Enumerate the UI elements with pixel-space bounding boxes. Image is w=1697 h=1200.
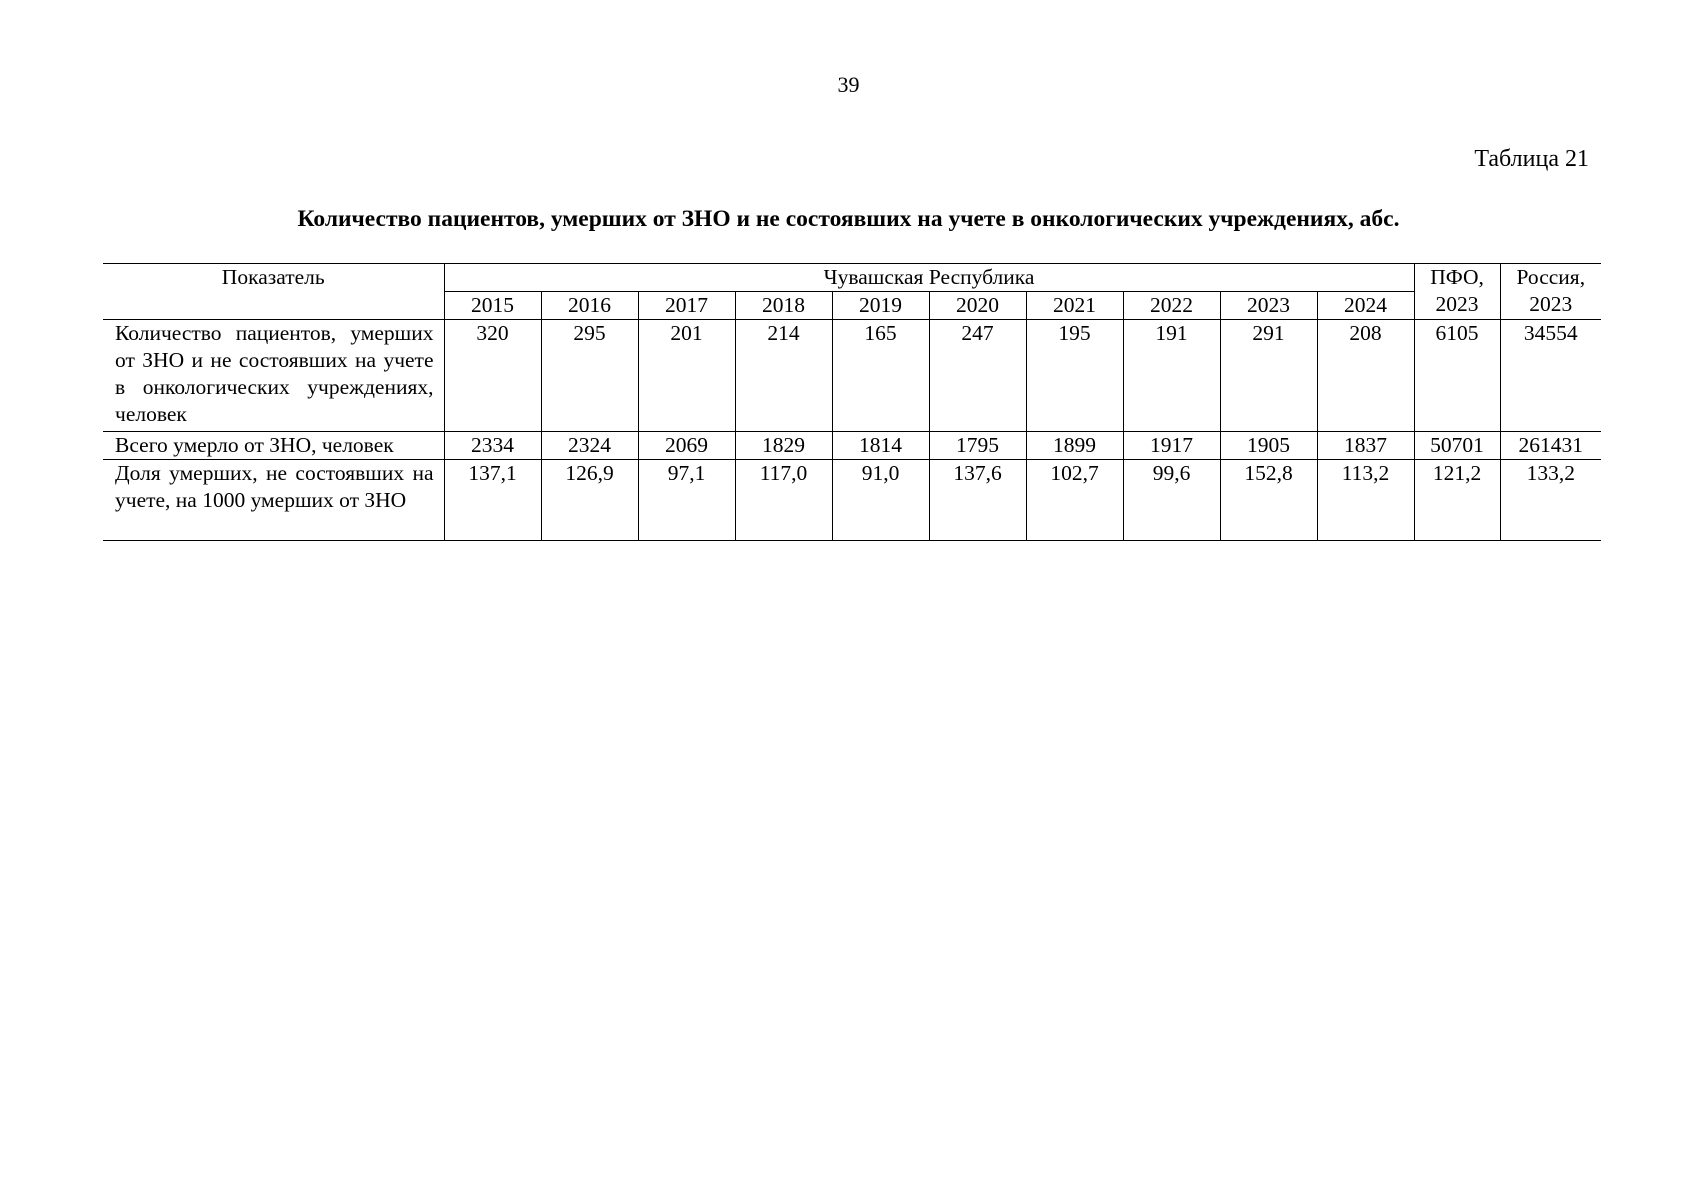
table-cell-russia: 34554 — [1500, 320, 1601, 432]
table-cell-pfo: 121,2 — [1414, 460, 1500, 541]
header-year: 2019 — [832, 292, 929, 320]
table-label: Таблица 21 — [1474, 146, 1589, 172]
header-group: Чувашская Республика — [444, 264, 1414, 292]
table-cell: 1899 — [1026, 432, 1123, 460]
table-cell: 201 — [638, 320, 735, 432]
header-year: 2022 — [1123, 292, 1220, 320]
header-year: 2023 — [1220, 292, 1317, 320]
table-cell: 214 — [735, 320, 832, 432]
data-table — [103, 263, 1601, 541]
header-year: 2017 — [638, 292, 735, 320]
table-cell: 126,9 — [541, 460, 638, 541]
table-cell: 2334 — [444, 432, 541, 460]
table-cell: 102,7 — [1026, 460, 1123, 541]
header-year: 2021 — [1026, 292, 1123, 320]
header-pfo: ПФО, 2023 — [1414, 264, 1500, 320]
table-row — [103, 432, 1601, 460]
table-cell: 152,8 — [1220, 460, 1317, 541]
row-indicator: Доля умерших, не состоявших на учете, на 1000 умерших от ЗНО — [103, 460, 444, 541]
table-cell: 1814 — [832, 432, 929, 460]
table-cell: 195 — [1026, 320, 1123, 432]
table-cell-pfo: 50701 — [1414, 432, 1500, 460]
table-cell: 295 — [541, 320, 638, 432]
table-cell: 99,6 — [1123, 460, 1220, 541]
table-cell: 165 — [832, 320, 929, 432]
row-indicator: Количество пациентов, умерших от ЗНО и не состоявших на учете в онкологических учреждениях, человек — [103, 320, 444, 432]
page-number: 39 — [837, 72, 860, 97]
header-row-1 — [103, 264, 1601, 292]
table-row — [103, 460, 1601, 541]
table-cell: 247 — [929, 320, 1026, 432]
table-cell: 1837 — [1317, 432, 1414, 460]
table-cell: 91,0 — [832, 460, 929, 541]
table-cell-pfo: 6105 — [1414, 320, 1500, 432]
table-cell: 291 — [1220, 320, 1317, 432]
table-title: Количество пациентов, умерших от ЗНО и не состоявших на учете в онкологических учреждениях, абс. — [297, 206, 1400, 232]
header-year: 2015 — [444, 292, 541, 320]
table-cell: 320 — [444, 320, 541, 432]
table-cell: 1829 — [735, 432, 832, 460]
table-cell: 1795 — [929, 432, 1026, 460]
table-row — [103, 320, 1601, 432]
header-indicator: Показатель — [103, 264, 444, 320]
table-cell: 2324 — [541, 432, 638, 460]
table-cell: 137,6 — [929, 460, 1026, 541]
table-cell: 208 — [1317, 320, 1414, 432]
table-cell: 117,0 — [735, 460, 832, 541]
table-cell: 191 — [1123, 320, 1220, 432]
header-russia: Россия, 2023 — [1500, 264, 1601, 320]
header-year: 2016 — [541, 292, 638, 320]
table-cell: 1905 — [1220, 432, 1317, 460]
row-indicator: Всего умерло от ЗНО, человек — [103, 432, 444, 460]
table-cell: 2069 — [638, 432, 735, 460]
table-cell-russia: 261431 — [1500, 432, 1601, 460]
table-cell: 137,1 — [444, 460, 541, 541]
table-cell: 97,1 — [638, 460, 735, 541]
header-year: 2020 — [929, 292, 1026, 320]
table-cell: 1917 — [1123, 432, 1220, 460]
header-year: 2024 — [1317, 292, 1414, 320]
header-year: 2018 — [735, 292, 832, 320]
table-cell: 113,2 — [1317, 460, 1414, 541]
table-cell-russia: 133,2 — [1500, 460, 1601, 541]
